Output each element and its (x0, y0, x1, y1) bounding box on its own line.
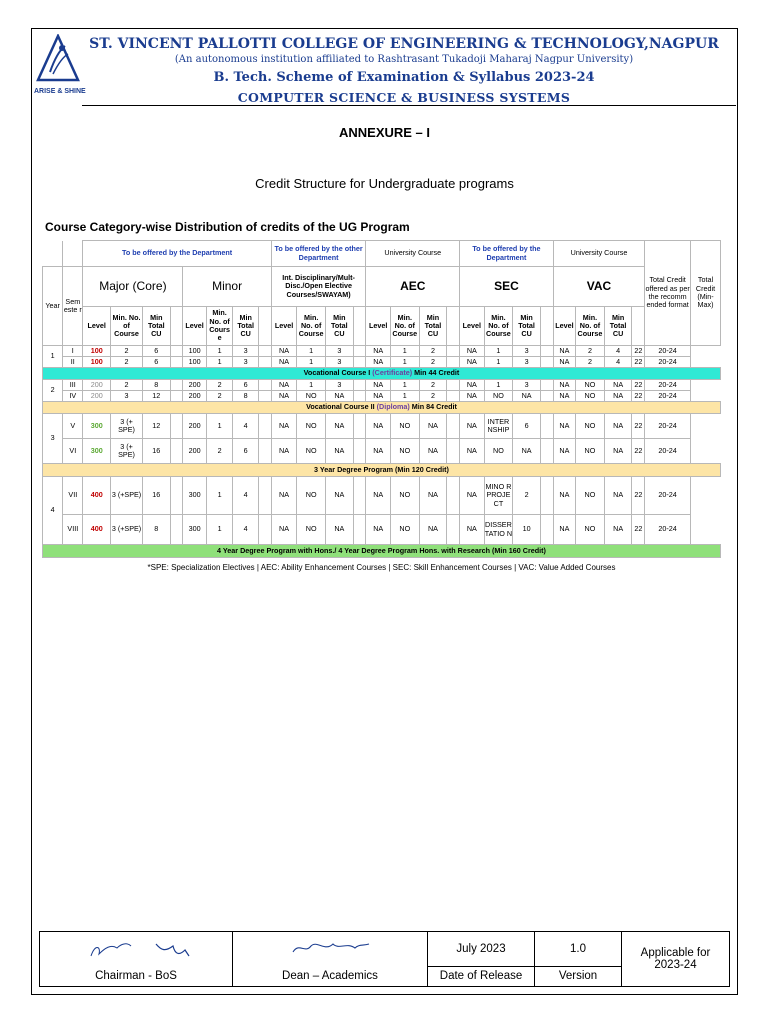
aec-cu: NA (419, 477, 447, 515)
aec-cu: 2 (419, 380, 447, 391)
sub-min-course: Min. No. of Cours e (206, 307, 233, 346)
vac-level: NA (553, 515, 575, 545)
vac-cu: NA (604, 380, 632, 391)
total-offered: 22 (632, 439, 645, 464)
sec-cu: NA (513, 391, 541, 402)
sub-level: Level (83, 307, 111, 346)
minor-courses: 1 (206, 477, 233, 515)
aec-cu: NA (419, 515, 447, 545)
minor-cu: 3 (233, 346, 259, 357)
major-level: 300 (83, 414, 111, 439)
release-date-label: Date of Release (428, 966, 535, 987)
dean-signature-icon (285, 936, 375, 960)
header-idc: Int. Disciplinary/Mult-Disc./Open Elective Courses/SWAYAM) (271, 267, 366, 307)
major-cu: 16 (142, 477, 170, 515)
sec-cu: 10 (513, 515, 541, 545)
college-affiliation: (An autonomous institution affiliated to Rashtrasant Tukadoji Maharaj Nagpur University) (174, 54, 634, 65)
college-name: ST. VINCENT PALLOTTI COLLEGE OF ENGINEERING & TECHNOLOGY,NAGPUR (89, 36, 719, 52)
header-total-offered: Total Credit offered as per the recomm ended format (645, 241, 691, 346)
minor-cu: 4 (233, 477, 259, 515)
major-cu: 8 (142, 515, 170, 545)
page-subtitle: Credit Structure for Undergraduate programs (255, 176, 514, 191)
vac-cu: 4 (604, 357, 632, 368)
vac-cu: NA (604, 414, 632, 439)
idc-level: NA (271, 439, 297, 464)
idc-cu: NA (326, 515, 354, 545)
idc-cu: 3 (326, 357, 354, 368)
aec-level: NA (366, 477, 390, 515)
year-cell: 3 (43, 414, 63, 464)
minor-courses: 1 (206, 346, 233, 357)
total-range: 20-24 (645, 515, 691, 545)
sem-cell: I (63, 346, 83, 357)
idc-level: NA (271, 477, 297, 515)
dean-signature (233, 932, 428, 967)
vac-courses: NO (576, 439, 605, 464)
sec-cu: 2 (513, 477, 541, 515)
vac-courses: NO (576, 414, 605, 439)
total-offered: 22 (632, 414, 645, 439)
aec-level: NA (366, 414, 390, 439)
vac-courses: 2 (576, 357, 605, 368)
total-offered: 22 (632, 380, 645, 391)
aec-cu: NA (419, 414, 447, 439)
college-logo (35, 34, 81, 84)
sem-cell: III (63, 380, 83, 391)
scheme-title: B. Tech. Scheme of Examination & Syllabus 2023-24 (213, 70, 595, 85)
aec-level: NA (366, 357, 390, 368)
sec-courses: NO (484, 391, 513, 402)
idc-cu: NA (326, 439, 354, 464)
sec-courses: INTER NSHIP (484, 414, 513, 439)
header-aec: AEC (366, 267, 460, 307)
minor-courses: 2 (206, 439, 233, 464)
minor-cu: 6 (233, 439, 259, 464)
sub-level: Level (271, 307, 297, 346)
vac-cu: NA (604, 391, 632, 402)
vac-level: NA (553, 357, 575, 368)
sem-cell: VI (63, 439, 83, 464)
sec-level: NA (460, 380, 484, 391)
vac-cu: NA (604, 439, 632, 464)
major-cu: 16 (142, 439, 170, 464)
idc-courses: NO (297, 477, 326, 515)
aec-level: NA (366, 380, 390, 391)
footnote: *SPE: Specialization Electives | AEC: Ability Enhancement Courses | SEC: Skill Enhancement Courses | VAC: Value Added Courses (147, 563, 616, 572)
total-range: 20-24 (645, 380, 691, 391)
total-range: 20-24 (645, 439, 691, 464)
idc-level: NA (271, 515, 297, 545)
total-range: 20-24 (645, 357, 691, 368)
minor-courses: 1 (206, 515, 233, 545)
idc-level: NA (271, 357, 297, 368)
major-cu: 6 (142, 346, 170, 357)
minor-level: 200 (183, 391, 206, 402)
major-courses: 3 (+ SPE) (111, 414, 143, 439)
vac-courses: NO (576, 515, 605, 545)
vac-courses: NO (576, 380, 605, 391)
table-title: Course Category-wise Distribution of credits of the UG Program (45, 220, 410, 234)
header-major: Major (Core) (83, 267, 183, 307)
total-range: 20-24 (645, 391, 691, 402)
major-courses: 3 (+ SPE) (111, 439, 143, 464)
band-vocational-2: Vocational Course II (Diploma) Min 84 Credit (43, 402, 721, 414)
chairman-label: Chairman - BoS (40, 966, 233, 987)
major-level: 400 (83, 477, 111, 515)
sec-level: NA (460, 346, 484, 357)
vac-level: NA (553, 346, 575, 357)
credit-structure-table (42, 240, 721, 558)
vac-courses: 2 (576, 346, 605, 357)
sec-cu: 3 (513, 380, 541, 391)
aec-courses: NO (390, 439, 419, 464)
aec-courses: NO (390, 515, 419, 545)
minor-level: 200 (183, 439, 206, 464)
aec-courses: 1 (390, 346, 419, 357)
idc-courses: 1 (297, 346, 326, 357)
idc-level: NA (271, 414, 297, 439)
header-vac: VAC (553, 267, 645, 307)
vac-cu: NA (604, 515, 632, 545)
total-range: 20-24 (645, 414, 691, 439)
header-year: Year (43, 267, 63, 346)
vac-level: NA (553, 380, 575, 391)
band-3-year-degree: 3 Year Degree Program (Min 120 Credit) (43, 464, 721, 477)
total-offered: 22 (632, 391, 645, 402)
total-offered: 22 (632, 346, 645, 357)
total-range: 20-24 (645, 346, 691, 357)
aec-cu: NA (419, 439, 447, 464)
vac-courses: NO (576, 477, 605, 515)
header-total-credit: Total Credit (Min-Max) (691, 241, 721, 346)
major-courses: 2 (111, 357, 143, 368)
sec-level: NA (460, 357, 484, 368)
vac-courses: NO (576, 391, 605, 402)
aec-level: NA (366, 391, 390, 402)
sec-courses: 1 (484, 346, 513, 357)
major-cu: 12 (142, 391, 170, 402)
major-cu: 12 (142, 414, 170, 439)
sec-cu: 3 (513, 357, 541, 368)
idc-level: NA (271, 346, 297, 357)
minor-cu: 3 (233, 357, 259, 368)
minor-level: 100 (183, 346, 206, 357)
major-courses: 3 (111, 391, 143, 402)
idc-courses: NO (297, 414, 326, 439)
minor-courses: 1 (206, 414, 233, 439)
department-title: COMPUTER SCIENCE & BUSINESS SYSTEMS (237, 90, 571, 105)
aec-courses: NO (390, 414, 419, 439)
version-label: Version (535, 966, 622, 987)
sub-min-cu: Min Total CU (326, 307, 354, 346)
minor-courses: 2 (206, 380, 233, 391)
sec-cu: 6 (513, 414, 541, 439)
minor-cu: 6 (233, 380, 259, 391)
header-other-dept: To be offered by the other Department (271, 241, 366, 267)
total-offered: 22 (632, 357, 645, 368)
major-cu: 8 (142, 380, 170, 391)
header-sec-dept: To be offered by the Department (460, 241, 554, 267)
aec-level: NA (366, 346, 390, 357)
dean-label: Dean – Academics (233, 966, 428, 987)
sec-cu: NA (513, 439, 541, 464)
minor-level: 200 (183, 414, 206, 439)
sub-level: Level (366, 307, 390, 346)
idc-cu: NA (326, 391, 354, 402)
aec-cu: 2 (419, 357, 447, 368)
major-courses: 3 (+SPE) (111, 515, 143, 545)
header-divider (82, 105, 736, 106)
major-level: 100 (83, 346, 111, 357)
logo-motto: ARISE & SHINE (34, 88, 86, 95)
year-cell: 4 (43, 477, 63, 545)
applicable-for: Applicable for 2023-24 (622, 932, 730, 987)
minor-courses: 2 (206, 391, 233, 402)
sec-courses: 1 (484, 380, 513, 391)
version-number: 1.0 (535, 932, 622, 967)
sec-courses: DISSER TATIO N (484, 515, 513, 545)
aec-courses: 1 (390, 357, 419, 368)
idc-cu: 3 (326, 346, 354, 357)
idc-cu: NA (326, 414, 354, 439)
sec-cu: 3 (513, 346, 541, 357)
aec-courses: 1 (390, 380, 419, 391)
sec-courses: NO (484, 439, 513, 464)
sub-min-course: Min. No. of Course (484, 307, 513, 346)
major-level: 200 (83, 391, 111, 402)
signoff-table (39, 931, 730, 987)
sec-level: NA (460, 515, 484, 545)
header-university-course: University Course (366, 241, 460, 267)
minor-courses: 1 (206, 357, 233, 368)
total-offered: 22 (632, 477, 645, 515)
major-level: 400 (83, 515, 111, 545)
sub-level: Level (460, 307, 484, 346)
sub-min-cu: Min Total CU (604, 307, 632, 346)
major-level: 100 (83, 357, 111, 368)
vac-level: NA (553, 414, 575, 439)
minor-level: 200 (183, 380, 206, 391)
vac-level: NA (553, 477, 575, 515)
sec-level: NA (460, 391, 484, 402)
minor-cu: 4 (233, 515, 259, 545)
idc-courses: NO (297, 439, 326, 464)
sem-cell: IV (63, 391, 83, 402)
idc-courses: NO (297, 391, 326, 402)
idc-cu: 3 (326, 380, 354, 391)
chairman-signature-icon (61, 936, 211, 964)
header-sec: SEC (460, 267, 554, 307)
minor-level: 300 (183, 515, 206, 545)
sem-cell: II (63, 357, 83, 368)
band-vocational-1: Vocational Course I (Certificate) Min 44 Credit (43, 368, 721, 380)
header-semester: Sem este r (63, 267, 83, 346)
vac-cu: 4 (604, 346, 632, 357)
sec-level: NA (460, 477, 484, 515)
idc-courses: 1 (297, 357, 326, 368)
aec-courses: NO (390, 477, 419, 515)
idc-cu: NA (326, 477, 354, 515)
major-courses: 3 (+SPE) (111, 477, 143, 515)
header-university-course-2: University Course (553, 241, 645, 267)
year-cell: 2 (43, 380, 63, 402)
vac-level: NA (553, 391, 575, 402)
sec-level: NA (460, 414, 484, 439)
minor-level: 300 (183, 477, 206, 515)
sec-courses: MINO R PROJE CT (484, 477, 513, 515)
release-date: July 2023 (428, 932, 535, 967)
total-range: 20-24 (645, 477, 691, 515)
aec-cu: 2 (419, 346, 447, 357)
idc-courses: 1 (297, 380, 326, 391)
minor-cu: 4 (233, 414, 259, 439)
total-offered: 22 (632, 515, 645, 545)
vac-cu: NA (604, 477, 632, 515)
idc-level: NA (271, 391, 297, 402)
sub-level: Level (553, 307, 575, 346)
sem-cell: VIII (63, 515, 83, 545)
band-4-year-degree: 4 Year Degree Program with Hons./ 4 Year Degree Program Hons. with Research (Min 160 Credit) (43, 545, 721, 558)
major-courses: 2 (111, 346, 143, 357)
sub-min-cu: Min Total CU (419, 307, 447, 346)
sub-level: Level (183, 307, 206, 346)
header-dept: To be offered by the Department (83, 241, 271, 267)
sec-level: NA (460, 439, 484, 464)
minor-cu: 8 (233, 391, 259, 402)
aec-cu: 2 (419, 391, 447, 402)
sec-courses: 1 (484, 357, 513, 368)
annexure-title: ANNEXURE – I (338, 125, 431, 140)
major-cu: 6 (142, 357, 170, 368)
header-minor: Minor (183, 267, 271, 307)
major-level: 200 (83, 380, 111, 391)
idc-courses: NO (297, 515, 326, 545)
minor-level: 100 (183, 357, 206, 368)
sub-min-course: Min. No. of Course (576, 307, 605, 346)
year-cell: 1 (43, 346, 63, 368)
idc-level: NA (271, 380, 297, 391)
major-courses: 2 (111, 380, 143, 391)
aec-level: NA (366, 515, 390, 545)
aec-level: NA (366, 439, 390, 464)
chairman-signatures (40, 932, 233, 967)
major-level: 300 (83, 439, 111, 464)
sub-min-course: Min. No. of Course (390, 307, 419, 346)
vac-level: NA (553, 439, 575, 464)
sub-total-cu: Min Total CU (233, 307, 259, 346)
sem-cell: VII (63, 477, 83, 515)
aec-courses: 1 (390, 391, 419, 402)
sub-min-course: Min. No. of Course (111, 307, 143, 346)
sub-min-course: Min. No. of Course (297, 307, 326, 346)
sem-cell: V (63, 414, 83, 439)
sub-total-cu: Min Total CU (513, 307, 541, 346)
sub-min-cu: Min Total CU (142, 307, 170, 346)
